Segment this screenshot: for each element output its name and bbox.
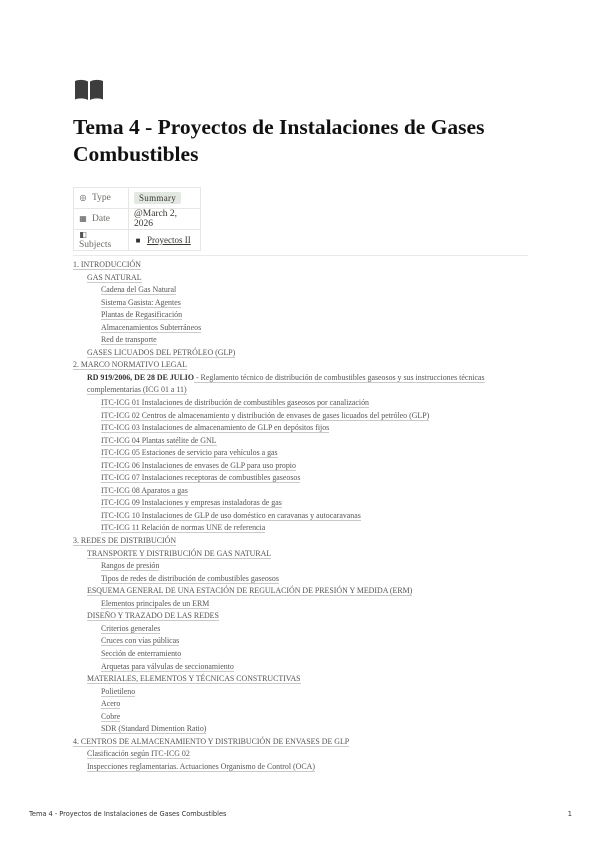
- toc-item-label: 4. CENTROS DE ALMACENAMIENTO Y DISTRIBUCIÓN DE ENVASES DE GLP: [73, 736, 350, 746]
- toc-item-label: Cadena del Gas Natural: [101, 285, 177, 295]
- toc-item[interactable]: [73, 711, 528, 724]
- date-value[interactable]: @March 2, 2026: [134, 209, 178, 229]
- toc-item[interactable]: [73, 610, 528, 623]
- toc-item[interactable]: [73, 447, 528, 460]
- property-label: Type: [92, 193, 111, 203]
- toc-item[interactable]: [73, 635, 528, 648]
- page-icon: ■: [135, 235, 141, 245]
- toc-item[interactable]: [73, 309, 528, 322]
- toc-item-label: - Reglamento técnico de distribución de combustibles gaseosos y sus instrucciones técnicas complementarias (ICG 01 a 11): [87, 372, 485, 395]
- toc-item[interactable]: [73, 560, 528, 573]
- toc-item-label: ITC-ICG 03 Instalaciones de almacenamiento de GLP en depósitos fijos: [101, 423, 330, 433]
- toc-item-label: ITC-ICG 01 Instalaciones de distribución de combustibles gaseosos por canalización: [101, 398, 369, 408]
- toc-item-label: Sección de enterramiento: [101, 648, 182, 658]
- toc-item[interactable]: [73, 723, 528, 736]
- property-type: [74, 188, 201, 209]
- toc-item[interactable]: [73, 322, 528, 335]
- toc-item-label: DISEÑO Y TRAZADO DE LAS REDES: [87, 611, 219, 621]
- toc-item-label: Clasificación según ITC-ICG 02: [87, 749, 190, 759]
- properties-table: [73, 187, 201, 251]
- toc-item-label: 3. REDES DE DISTRIBUCIÓN: [73, 536, 177, 546]
- toc-item[interactable]: [73, 334, 528, 347]
- page-number: 1: [567, 810, 572, 818]
- toc-item[interactable]: [73, 510, 528, 523]
- toc-item[interactable]: [73, 347, 528, 360]
- toc-item[interactable]: [73, 435, 528, 448]
- toc-item[interactable]: [73, 397, 528, 410]
- toc-item[interactable]: [73, 736, 528, 749]
- toc-item[interactable]: [73, 686, 528, 699]
- toc-item[interactable]: [73, 623, 528, 636]
- toc-item[interactable]: [73, 573, 528, 586]
- property-subjects: [74, 230, 201, 251]
- toc-item[interactable]: [73, 522, 528, 535]
- toc-item[interactable]: [73, 460, 528, 473]
- toc-item[interactable]: [73, 761, 528, 774]
- type-tag[interactable]: Summary: [134, 192, 181, 204]
- toc-item-label: ESQUEMA GENERAL DE UNA ESTACIÓN DE REGULACIÓN DE PRESIÓN Y MEDIDA (ERM): [87, 586, 413, 596]
- toc-item-label: ITC-ICG 02 Centros de almacenamiento y distribución de envases de gases licuados del petróleo (GLP): [101, 410, 430, 420]
- toc-item[interactable]: [73, 410, 528, 423]
- toc-item[interactable]: [73, 585, 528, 598]
- toc-item[interactable]: [73, 648, 528, 661]
- toc-item-label: ITC-ICG 06 Instalaciones de envases de GLP para uso propio: [101, 460, 296, 470]
- toc-item[interactable]: [73, 598, 528, 611]
- toc-item-label: SDR (Standard Dimention Ratio): [101, 724, 207, 734]
- page-icon: ◧: [79, 230, 87, 239]
- table-of-contents: [73, 259, 528, 773]
- toc-item[interactable]: [73, 359, 528, 372]
- book-icon: [74, 78, 104, 102]
- toc-item-label: Rangos de presión: [101, 561, 160, 571]
- toc-item-label: Cruces con vías públicas: [101, 636, 180, 646]
- page-footer: [29, 810, 572, 818]
- subject-link[interactable]: Proyectos II: [147, 234, 191, 245]
- toc-item-label: ITC-ICG 07 Instalaciones receptoras de combustibles gaseosos: [101, 473, 301, 483]
- toc-item-label: Elementos principales de un ERM: [101, 598, 210, 608]
- toc-item-label: Criterios generales: [101, 623, 161, 633]
- property-label: Date: [92, 214, 110, 224]
- target-icon: ◎: [79, 193, 87, 202]
- toc-item-label: Tipos de redes de distribución de combustibles gaseosos: [101, 573, 279, 583]
- page-title: Tema 4 - Proyectos de Instalaciones de Gases Combustibles: [73, 115, 485, 166]
- toc-item[interactable]: [73, 548, 528, 561]
- calendar-icon: ▦: [79, 214, 87, 223]
- toc-item-label: ITC-ICG 10 Instalaciones de GLP de uso doméstico en caravanas y autocaravanas: [101, 510, 361, 520]
- toc-item-label: Cobre: [101, 711, 121, 721]
- toc-item-label: Almacenamientos Subterráneos: [101, 322, 202, 332]
- toc-item-label: 2. MARCO NORMATIVO LEGAL: [73, 360, 187, 370]
- toc-item-label: Red de transporte: [101, 335, 157, 345]
- toc-item[interactable]: [73, 497, 528, 510]
- toc-item[interactable]: [73, 698, 528, 711]
- toc-item-label: GAS NATURAL: [87, 272, 142, 282]
- toc-item[interactable]: [73, 748, 528, 761]
- toc-item[interactable]: [73, 272, 528, 285]
- toc-item-bold: RD 919/2006, DE 28 DE JULIO: [87, 372, 194, 382]
- toc-item[interactable]: [73, 535, 528, 548]
- toc-item-label: ITC-ICG 09 Instalaciones y empresas instaladoras de gas: [101, 498, 282, 508]
- toc-item-label: Polietileno: [101, 686, 136, 696]
- toc-item[interactable]: [73, 297, 528, 310]
- toc-item-label: ITC-ICG 11 Relación de normas UNE de referencia: [101, 523, 266, 533]
- toc-item[interactable]: [73, 485, 528, 498]
- toc-item-label: Inspecciones reglamentarias. Actuaciones Organismo de Control (OCA): [87, 761, 315, 771]
- toc-item[interactable]: [73, 422, 528, 435]
- toc-item-label: MATERIALES, ELEMENTOS Y TÉCNICAS CONSTRUCTIVAS: [87, 674, 301, 684]
- toc-item-label: 1. INTRODUCCIÓN: [73, 260, 141, 269]
- toc-item[interactable]: [73, 472, 528, 485]
- toc-item-label: ITC-ICG 04 Plantas satélite de GNL: [101, 435, 217, 445]
- toc-item-label: Sistema Gasista: Agentes: [101, 297, 181, 307]
- toc-item-label: Plantas de Regasificación: [101, 310, 183, 320]
- property-label: Subjects: [79, 240, 112, 250]
- toc-item-label: GASES LICUADOS DEL PETRÓLEO (GLP): [87, 347, 236, 357]
- toc-item-label: Acero: [101, 699, 121, 709]
- toc-item-label: Arquetas para válvulas de seccionamiento: [101, 661, 234, 671]
- property-date: [74, 209, 201, 230]
- toc-item[interactable]: [73, 661, 528, 674]
- toc-item-label: ITC-ICG 08 Aparatos a gas: [101, 485, 188, 495]
- divider: [73, 255, 528, 256]
- footer-title: Tema 4 - Proyectos de Instalaciones de Gases Combustibles: [29, 810, 227, 818]
- toc-item[interactable]: [73, 259, 528, 272]
- toc-item-label: ITC-ICG 05 Estaciones de servicio para vehículos a gas: [101, 448, 278, 458]
- toc-item[interactable]: [73, 284, 528, 297]
- toc-item[interactable]: [73, 673, 528, 686]
- toc-item[interactable]: [73, 372, 528, 397]
- toc-item-label: TRANSPORTE Y DISTRIBUCIÓN DE GAS NATURAL: [87, 548, 272, 558]
